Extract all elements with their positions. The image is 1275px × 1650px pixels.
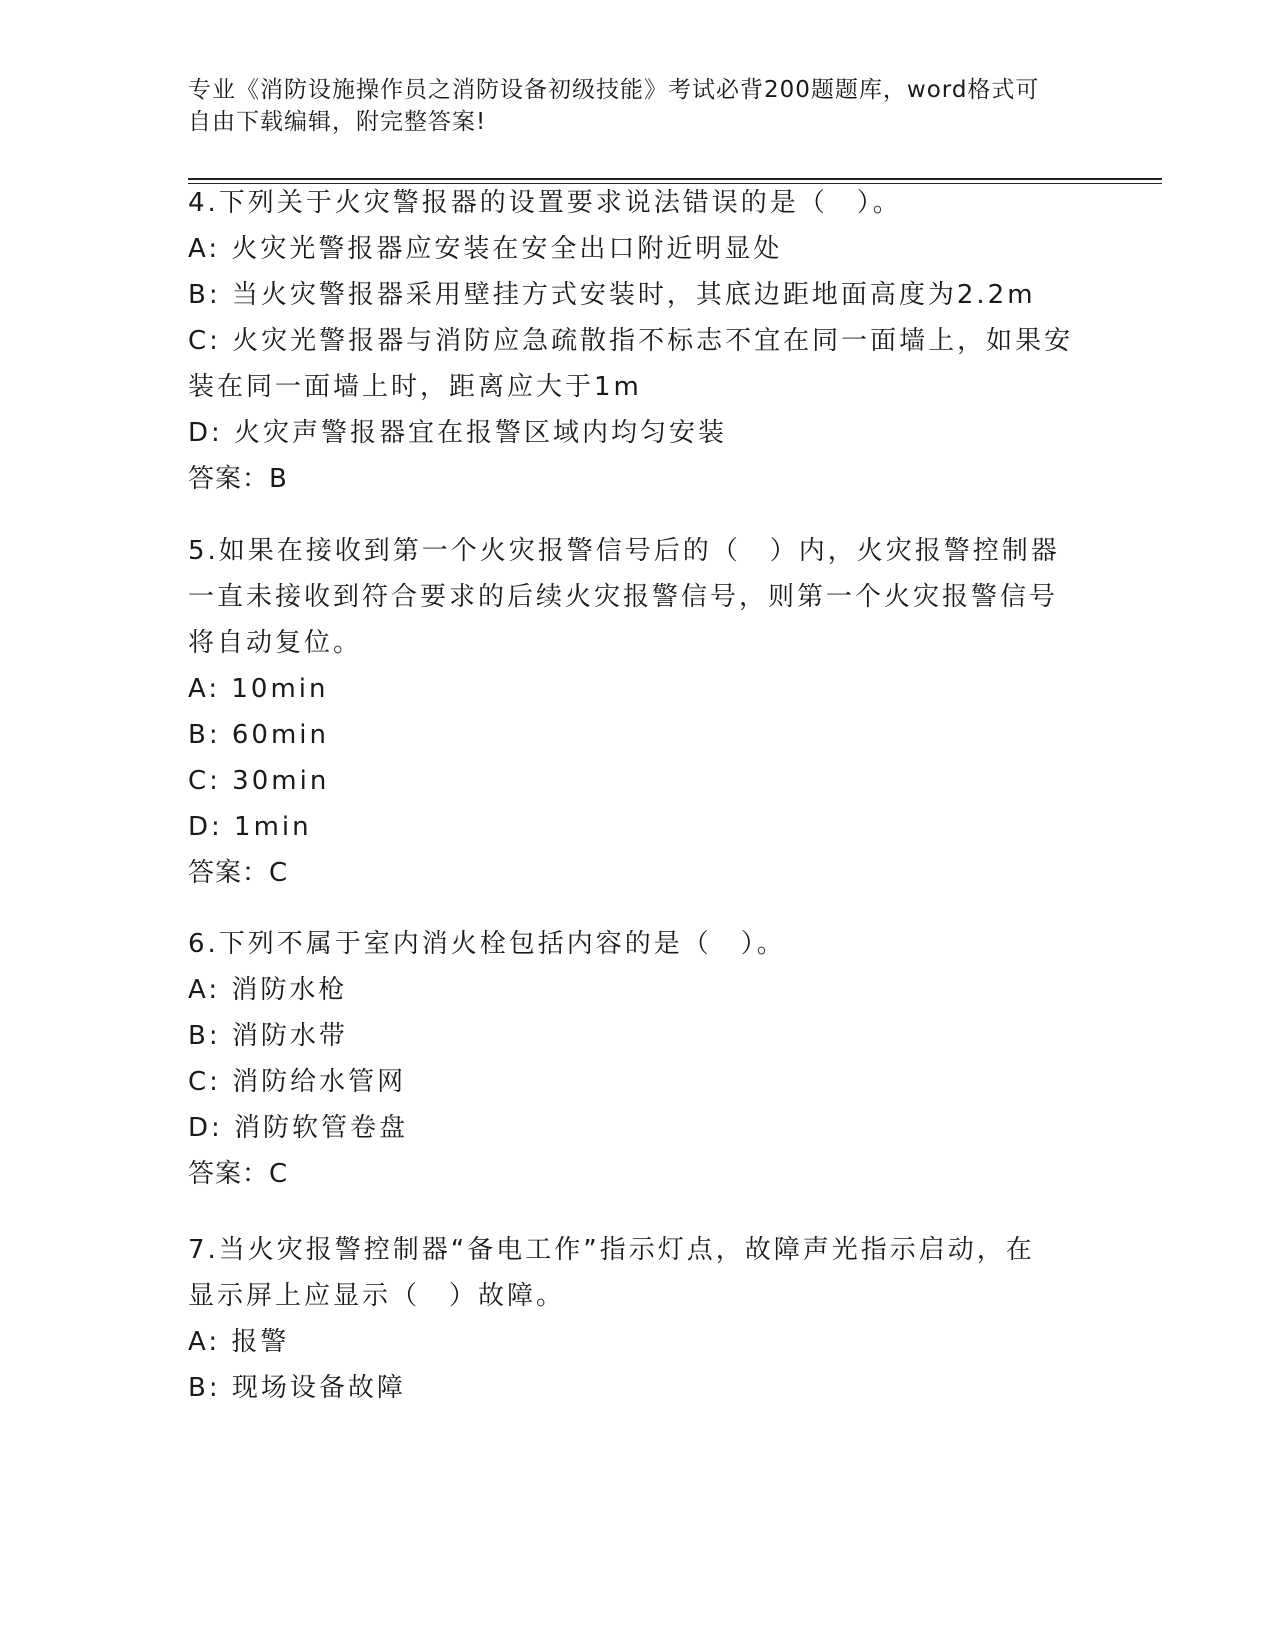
question-stem-continued: 将自动复位。 (188, 628, 363, 658)
option-d: D: 1min (188, 812, 312, 842)
question-6 (188, 921, 1088, 1197)
answer: 答案：C (188, 1159, 289, 1189)
option-c: C: 消防给水管网 (188, 1067, 407, 1097)
question-stem-continued: 一直未接收到符合要求的后续火灾报警信号，则第一个火灾报警信号 (188, 582, 1059, 612)
option-b: B: 消防水带 (188, 1021, 348, 1051)
question-stem: 5.如果在接收到第一个火灾报警信号后的（ ）内，火灾报警控制器 (188, 536, 1060, 566)
question-stem: 7.当火灾报警控制器“备电工作”指示灯点，故障声光指示启动，在 (188, 1235, 1035, 1265)
option-c: C: 30min (188, 766, 330, 796)
option-b: B: 现场设备故障 (188, 1373, 406, 1403)
option-d: D: 消防软管卷盘 (188, 1113, 409, 1143)
question-stem-continued: 显示屏上应显示（ ）故障。 (188, 1281, 566, 1311)
header-line-1: 专业《消防设施操作员之消防设备初级技能》考试必背200题题库，word格式可 (188, 77, 1040, 103)
answer: 答案：B (188, 464, 288, 494)
question-4 (188, 180, 1088, 502)
question-5 (188, 528, 1088, 896)
option-b: B: 当火灾警报器采用壁挂方式安装时，其底边距地面高度为2.2m (188, 280, 1036, 310)
option-c: C: 火灾光警报器与消防应急疏散指不标志不宜在同一面墙上，如果安 (188, 326, 1074, 356)
option-a: A: 火灾光警报器应安装在安全出口附近明显处 (188, 234, 783, 264)
option-b: B: 60min (188, 720, 329, 750)
question-stem: 4.下列关于火灾警报器的设置要求说法错误的是（ ）。 (188, 188, 902, 218)
question-stem: 6.下列不属于室内消火栓包括内容的是（ ）。 (188, 929, 786, 959)
option-a: A: 消防水枪 (188, 975, 348, 1005)
option-d: D: 火灾声警报器宜在报警区域内均匀安装 (188, 418, 728, 448)
header-line-2: 自由下载编辑，附完整答案! (188, 109, 487, 135)
question-7 (188, 1227, 1088, 1411)
document-header (188, 74, 1088, 138)
answer: 答案：C (188, 858, 289, 888)
option-a: A: 10min (188, 674, 329, 704)
option-a: A: 报警 (188, 1327, 290, 1357)
option-c-continued: 装在同一面墙上时，距离应大于1m (188, 372, 642, 402)
